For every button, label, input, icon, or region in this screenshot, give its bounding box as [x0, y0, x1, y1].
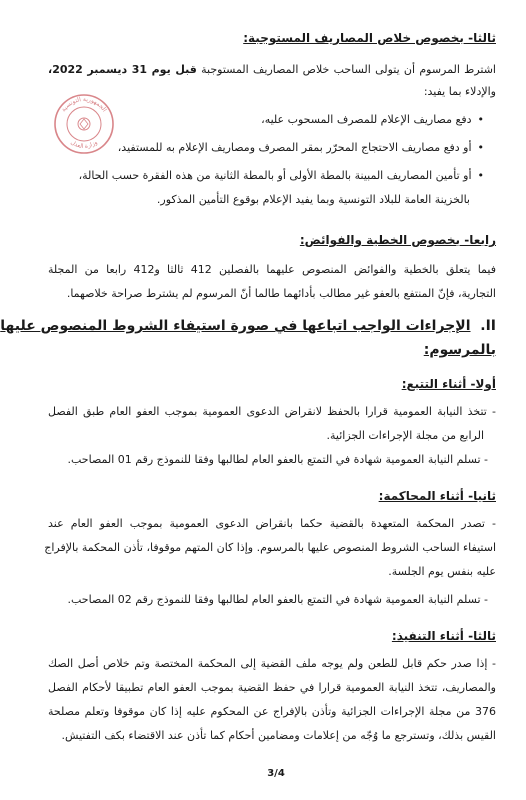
section-4-line-2: التجارية، فإنّ المنتفع بالعفو غير مطالب بأدائهما طالما أنّ المرسوم لم يشترط صراحة خلاصهما.: [66, 287, 496, 300]
section-4-heading: رابعا- بخصوص الخطية والفوائض:: [299, 233, 496, 247]
page-number: 3/4: [267, 768, 285, 779]
section-3-item-2: • أو دفع مصاريف الاحتجاج المحرّر بمقر المصرف ومصاريف الإعلام به للمستفيد،: [48, 140, 484, 156]
official-seal-stamp: [53, 93, 115, 155]
second-item-2: - تسلم النيابة العمومية شهادة في التمتع بالعفو العام لطالبها وفقا للنموذج رقم 02 المصاحب.: [48, 592, 488, 608]
section-3-item-1: • دفع مصاريف الإعلام للمصرف المسحوب عليه،: [48, 112, 484, 128]
first-item-1-line-1: - تتخذ النيابة العمومية قرارا بالحفظ لانقراض الدعوى العمومية بموجب العفو العام طبق الفصل: [48, 404, 496, 420]
section-4-line-1: فيما يتعلق بالخطية والفوائض المنصوص عليهما بالفصلين 412 ثالثا و412 رابعا من المجلة: [48, 263, 496, 276]
svg-text:الجمهورية التونسية: [60, 96, 108, 114]
second-item-1-line-2: استيفاء الساحب الشروط المنصوص عليها بالمرسوم. وإذا كان المتهم موقوفا، تأذن المحكمة بالإفراج: [44, 541, 496, 554]
section-3-heading: ثالثا- بخصوص خلاص المصاريف المستوجبة:: [243, 31, 496, 45]
second-item-1-line-1: - تصدر المحكمة المتعهدة بالقضية حكما بانقراض الدعوى العمومية بموجب العفو العام عند: [48, 516, 496, 532]
section-3-item-3: • أو تأمين المصاريف المبينة بالمطة الأولى أو بالمطة الثانية من هذه الفقرة حسب الحالة،: [48, 168, 484, 184]
third-line-3: 376 من مجلة الإجراءات الجزائية وتأذن بالإفراج عن المحكوم عليه إذا كان موقوفا وتعلم مصلحة: [48, 705, 496, 718]
section-3-paragraph-line-2: والإدلاء بما يفيد:: [423, 85, 496, 98]
second-heading: ثانيا- أثناء المحاكمة:: [378, 489, 496, 503]
section-3-item-3-continuation: بالخزينة العامة للبلاد التونسية وبما يفيد الإعلام بوقوع التأمين المذكور.: [156, 193, 470, 206]
third-heading: ثالثا- أثناء التنفيذ:: [391, 629, 496, 643]
part-2-title-line-2: بالمرسوم:: [423, 342, 496, 358]
first-item-2: - تسلم النيابة العمومية شهادة في التمتع بالعفو العام لطالبها وفقا للنموذج رقم 01 المصاحب.: [48, 452, 488, 468]
part-2-title-line-1: II. الإجراءات الواجب اتباعها في صورة استيفاء الشروط المنصوص عليها: [0, 318, 496, 334]
stamp-inner-text: وزارة العدل: [69, 138, 99, 151]
third-line-1: - إذا صدر حكم قابل للطعن ولم يوجه ملف القضية إلى المحكمة المختصة وتم خلاص أصل الصك: [48, 656, 496, 672]
stamp-outer-text: الجمهورية التونسية: [60, 95, 108, 114]
second-item-1-line-3: عليه بنفس يوم الجلسة.: [388, 565, 496, 578]
first-heading: أولا- أثناء التتبع:: [401, 377, 496, 391]
first-item-1-line-2: الرابع من مجلة الإجراءات الجزائية.: [326, 429, 484, 442]
third-line-4: القيس بذلك، وتسترجع ما وُجّه من إعلامات ومضامين أحكام كما تأذن عند الاقتضاء بكف التفتيش.: [61, 729, 496, 742]
third-line-2: والمصاريف، تتخذ النيابة العمومية قرارا في حفظ القضية بموجب العفو العام تطبيقا لأحكام الفصل: [48, 681, 496, 694]
section-3-paragraph-line-1: اشترط المرسوم أن يتولى الساحب خلاص المصاريف المستوجبة قبل يوم 31 ديسمبر 2022،: [48, 63, 496, 76]
